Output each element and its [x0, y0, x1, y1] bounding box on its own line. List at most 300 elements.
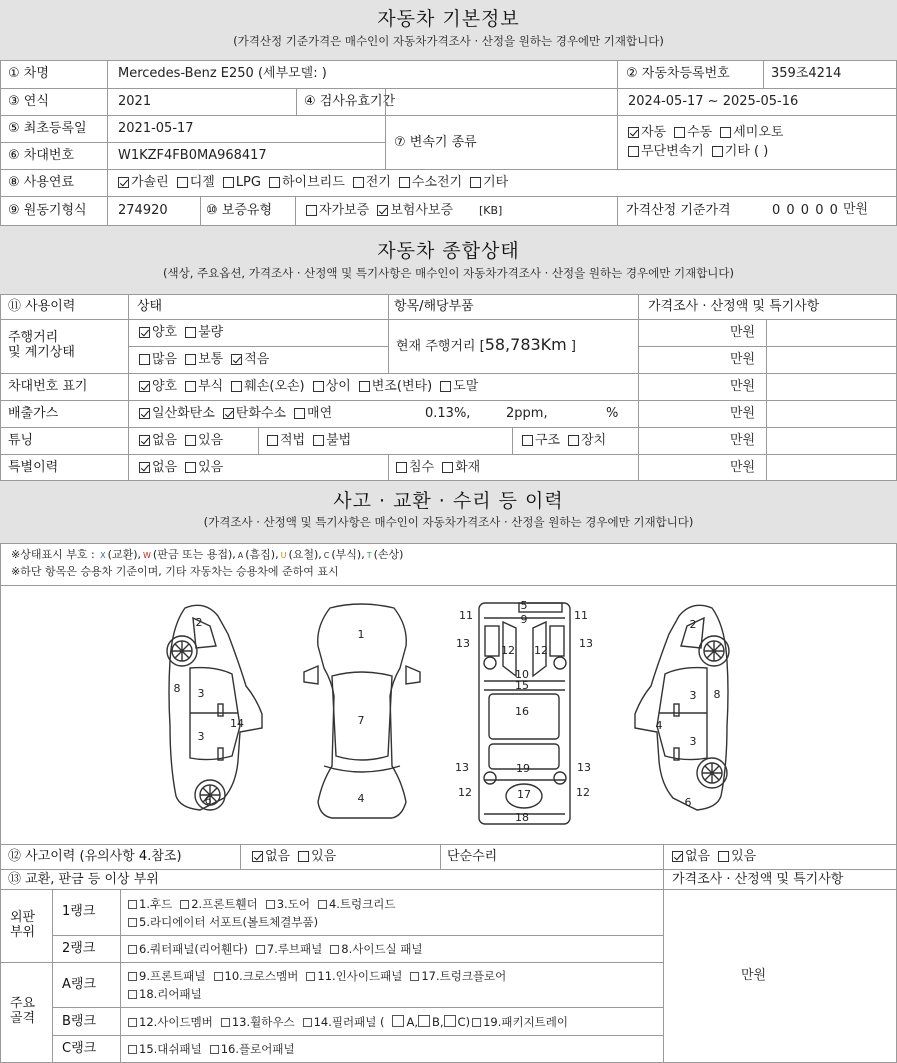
checkbox-option[interactable] [522, 433, 560, 449]
part-number-label: 13 [455, 761, 469, 774]
part-label: 3.도어 [276, 897, 310, 911]
checkbox-label: 하이브리드 [281, 175, 345, 190]
checkbox-checked[interactable] [377, 205, 388, 216]
checkbox-label: 가솔린 [131, 175, 169, 190]
mileage-value: 58,783Km [484, 335, 567, 354]
car-name-label: ① 차명 [8, 66, 49, 81]
first-reg-label: ⑤ 최초등록일 [8, 121, 87, 136]
mileage-text: 현재 주행거리 [ [396, 339, 485, 354]
checkbox-unchecked[interactable] [720, 127, 731, 138]
part-checkbox[interactable] [210, 1045, 219, 1054]
mileage-options-1 [139, 325, 231, 341]
checkbox-label: 자동 [641, 125, 667, 140]
part-item[interactable] [266, 896, 310, 912]
warranty-label: ⑩ 보증유형 [206, 203, 273, 218]
checkbox-checked[interactable] [223, 408, 234, 419]
part-number-label: 13 [456, 637, 470, 650]
checkbox-checked[interactable] [139, 462, 150, 473]
checkbox-label: 없음 [152, 460, 178, 475]
mileage-close: ] [570, 339, 576, 354]
checkbox-label: 많음 [152, 352, 178, 367]
checkbox-option[interactable] [377, 203, 453, 219]
legend-text: (흠집), [245, 548, 279, 561]
rank1-items [128, 896, 403, 912]
checkbox-label: 변조(변타) [371, 379, 433, 394]
checkbox-option[interactable] [442, 460, 480, 476]
checkbox-checked[interactable] [252, 851, 263, 862]
checkbox-option[interactable] [470, 175, 508, 191]
checkbox-label: 있음 [198, 460, 224, 475]
checkbox-option[interactable] [269, 175, 345, 191]
pillar-label: A, [406, 1015, 418, 1029]
status-title: 자동차 종합상태 [377, 240, 520, 262]
legend-symbol: C [323, 551, 330, 560]
part-checkbox[interactable] [128, 990, 137, 999]
part-item[interactable] [472, 1014, 568, 1030]
checkbox-unchecked[interactable] [470, 177, 481, 188]
car-diagram [0, 586, 897, 844]
checkbox-label: 도말 [453, 379, 479, 394]
part-item[interactable] [128, 914, 318, 930]
checkbox-unchecked[interactable] [185, 435, 196, 446]
part-label: 19.패키지트레이 [483, 1015, 569, 1029]
part-checkbox[interactable] [330, 945, 339, 954]
checkbox-option[interactable] [720, 125, 783, 141]
basic-title: 자동차 기본정보 [377, 8, 520, 30]
checkbox-option[interactable] [177, 175, 215, 191]
checkbox-option[interactable] [628, 144, 704, 160]
rank1-label: 1랭크 [62, 904, 96, 919]
checkbox-option[interactable] [231, 352, 269, 368]
checkbox-option[interactable] [139, 460, 177, 476]
checkbox-unchecked[interactable] [185, 327, 196, 338]
price-value: 0 0 0 0 0 [772, 203, 839, 218]
part-number-label: 12 [534, 644, 548, 657]
mileage-reading [396, 337, 576, 355]
part-number-label: 12 [576, 786, 590, 799]
checkbox-option[interactable] [294, 406, 332, 422]
pillar-checkbox[interactable] [444, 1015, 456, 1027]
part-number-label: 5 [520, 599, 528, 612]
history-label: ⑫ 사고이력 (유의사항 4.참조) [8, 849, 182, 864]
part-label: 1.후드 [139, 897, 173, 911]
checkbox-label: 훼손(오손) [244, 379, 305, 394]
emission-pct: % [606, 406, 619, 421]
checkbox-checked[interactable] [139, 408, 150, 419]
checkbox-option[interactable] [223, 406, 286, 422]
checkbox-checked[interactable] [139, 381, 150, 392]
rank1-items-2 [128, 914, 326, 930]
rankB-pillar [392, 1015, 465, 1029]
part-number-label: 11 [459, 609, 473, 622]
checkbox-unchecked[interactable] [442, 462, 453, 473]
checkbox-unchecked[interactable] [522, 435, 533, 446]
history-options [252, 849, 344, 865]
emission-hc: 2ppm, [506, 406, 548, 421]
part-item[interactable] [256, 941, 322, 957]
checkbox-label: 구조 [535, 433, 561, 448]
legend-text: (부식), [331, 548, 365, 561]
part-item[interactable] [128, 896, 172, 912]
part-label: 16.플로어패널 [220, 1042, 295, 1056]
exchange-label: ⑬ 교환, 판금 등 이상 부위 [8, 872, 159, 887]
part-label: 17.트렁크플로어 [421, 969, 507, 983]
mileage-unit-1: 만원 [730, 325, 756, 340]
mileage-unit-2: 만원 [730, 352, 756, 367]
part-checkbox[interactable] [472, 1018, 481, 1027]
accident-subtitle: (가격조사 · 산정액 및 특기사항은 매수인이 자동차가격조사 · 산정을 원하는 경우에만 기재합니다) [203, 515, 694, 529]
checkbox-unchecked[interactable] [185, 381, 196, 392]
part-item[interactable] [330, 941, 422, 957]
rankB-items-1 [128, 1015, 392, 1029]
checkbox-checked[interactable] [628, 127, 639, 138]
checkbox-label: 적음 [244, 352, 270, 367]
checkbox-unchecked[interactable] [177, 177, 188, 188]
col-item: 항목/해당부품 [394, 299, 474, 314]
checkbox-option[interactable] [396, 460, 434, 476]
part-number-label: 13 [579, 637, 593, 650]
part-checkbox[interactable] [128, 1018, 137, 1027]
checkbox-option[interactable] [440, 379, 478, 395]
checkbox-unchecked[interactable] [396, 462, 407, 473]
rankB-items-2 [470, 1015, 576, 1029]
legend-prefix: ※상태표시 부호 : [11, 548, 95, 561]
checkbox-label: 침수 [409, 460, 435, 475]
part-label: 4.트렁크리드 [328, 897, 396, 911]
part-number-label: 9 [520, 613, 528, 626]
legend-text: (손상) [373, 548, 404, 561]
inspection-value: 2024-05-17 ~ 2025-05-16 [628, 94, 799, 109]
checkbox-checked[interactable] [139, 327, 150, 338]
part-number-label: 2 [195, 616, 203, 629]
part-number-label: 3 [689, 689, 697, 702]
rankB-close: ) [465, 1015, 471, 1029]
col-price: 가격조사 · 산정액 및 특기사항 [648, 299, 820, 314]
checkbox-option[interactable] [185, 460, 223, 476]
part-number-label: 18 [515, 811, 529, 824]
checkbox-unchecked[interactable] [440, 381, 451, 392]
checkbox-option[interactable] [139, 433, 177, 449]
emission-unit: 만원 [730, 406, 756, 421]
part-item[interactable] [128, 941, 248, 957]
checkbox-label: 전기 [365, 175, 391, 190]
checkbox-unchecked[interactable] [185, 462, 196, 473]
part-item[interactable] [128, 986, 202, 1002]
checkbox-label: 양호 [152, 379, 178, 394]
part-number-label: 19 [516, 762, 530, 775]
part-label: 7.루브패널 [266, 942, 323, 956]
part-label: 15.대쉬패널 [139, 1042, 202, 1056]
part-number-label: 7 [357, 714, 365, 727]
part-checkbox[interactable] [128, 1045, 137, 1054]
checkbox-unchecked[interactable] [294, 408, 305, 419]
checkbox-option[interactable] [568, 433, 606, 449]
status-subtitle: (색상, 주요옵션, 가격조사 · 산정액 및 특기사항은 매수인이 자동차가격조사 · 산정을 원하는 경우에만 기재합니다) [162, 266, 735, 280]
checkbox-label: 디젤 [189, 175, 215, 190]
part-checkbox[interactable] [128, 972, 137, 981]
outer-label: 외판 부위 [10, 910, 36, 940]
part-label: 2.프론트휀더 [191, 897, 258, 911]
checkbox-unchecked[interactable] [269, 177, 280, 188]
mileage-options-2 [139, 352, 277, 368]
checkbox-unchecked[interactable] [223, 177, 234, 188]
checkbox-option[interactable] [674, 125, 712, 141]
checkbox-unchecked[interactable] [231, 381, 242, 392]
checkbox-option[interactable] [185, 352, 223, 368]
part-number-label: 4 [357, 792, 365, 805]
reg-no-label: ② 자동차등록번호 [626, 66, 730, 81]
part-checkbox[interactable] [306, 972, 315, 981]
part-checkbox[interactable] [128, 945, 137, 954]
fuel-options [118, 175, 516, 191]
checkbox-option[interactable] [399, 175, 462, 191]
vin-mark-label: 차대번호 표기 [8, 379, 88, 394]
tuning-unit: 만원 [730, 433, 756, 448]
rankB-items [128, 1014, 576, 1030]
checkbox-option[interactable] [306, 203, 369, 219]
legend-text: (요철), [288, 548, 322, 561]
checkbox-option[interactable] [231, 379, 304, 395]
emission-co: 0.13%, [425, 406, 471, 421]
part-checkbox[interactable] [318, 900, 327, 909]
part-number-label: 13 [577, 761, 591, 774]
checkbox-checked[interactable] [118, 177, 129, 188]
tuning-options-3 [522, 433, 614, 449]
part-item[interactable] [318, 896, 396, 912]
checkbox-label: 부식 [198, 379, 224, 394]
checkbox-label: 양호 [152, 325, 178, 340]
part-label: 11.인사이드패널 [317, 969, 403, 983]
vin-mark-unit: 만원 [730, 379, 756, 394]
checkbox-label: 없음 [685, 849, 711, 864]
part-checkbox[interactable] [214, 972, 223, 981]
status-legend [11, 547, 403, 564]
checkbox-unchecked[interactable] [712, 146, 723, 157]
checkbox-checked[interactable] [139, 435, 150, 446]
checkbox-unchecked[interactable] [185, 354, 196, 365]
checkbox-option[interactable] [252, 849, 290, 865]
checkbox-unchecked[interactable] [139, 354, 150, 365]
part-item[interactable] [214, 968, 299, 984]
part-number-label: 3 [689, 735, 697, 748]
tuning-options [139, 433, 231, 449]
checkbox-option[interactable] [139, 379, 177, 395]
special-label: 특별이력 [8, 460, 59, 475]
rank2-label: 2랭크 [62, 941, 96, 956]
legend-symbol: X [100, 551, 106, 560]
checkbox-unchecked[interactable] [353, 177, 364, 188]
checkbox-unchecked[interactable] [298, 851, 309, 862]
checkbox-unchecked[interactable] [313, 435, 324, 446]
pillar-checkbox[interactable] [418, 1015, 430, 1027]
checkbox-option[interactable] [628, 125, 666, 141]
checkbox-option[interactable] [139, 352, 177, 368]
special-options-2 [396, 460, 488, 476]
mileage-label: 주행거리 및 계기상태 [8, 330, 75, 360]
part-number-label: 4 [655, 719, 663, 732]
part-label: 9.프론트패널 [139, 969, 206, 983]
checkbox-label: 기타 [483, 175, 509, 190]
checkbox-label: 매연 [307, 406, 333, 421]
reg-no-value: 359조4214 [771, 66, 842, 81]
checkbox-label: 상이 [325, 379, 351, 394]
part-number-label: 14 [230, 717, 244, 730]
part-number-label: 12 [458, 786, 472, 799]
vin-value: W1KZF4FB0MA968417 [118, 148, 267, 163]
emission-label: 배출가스 [8, 406, 59, 421]
part-item[interactable] [128, 1014, 213, 1030]
checkbox-unchecked[interactable] [399, 177, 410, 188]
checkbox-unchecked[interactable] [568, 435, 579, 446]
checkbox-checked[interactable] [231, 354, 242, 365]
checkbox-label: 없음 [265, 849, 291, 864]
checkbox-unchecked[interactable] [313, 381, 324, 392]
main-label: 주요 골격 [10, 996, 36, 1026]
checkbox-unchecked[interactable] [306, 205, 317, 216]
transmission-label: ⑦ 변속기 종류 [394, 135, 477, 150]
pillar-checkbox[interactable] [392, 1015, 404, 1027]
checkbox-label: 탄화수소 [235, 406, 287, 421]
pillar-label: C [457, 1015, 466, 1029]
checkbox-unchecked[interactable] [628, 146, 639, 157]
part-number-label: 16 [515, 705, 529, 718]
checkbox-label: 무단변속기 [641, 144, 704, 159]
left-side-view [167, 605, 262, 810]
checkbox-label: 보통 [198, 352, 224, 367]
part-number-label: 11 [574, 609, 588, 622]
checkbox-unchecked[interactable] [674, 127, 685, 138]
legend-text: (교환), [107, 548, 141, 561]
part-checkbox[interactable] [256, 945, 265, 954]
part-checkbox[interactable] [221, 1018, 230, 1027]
part-label: 12.사이드멤버 [139, 1015, 213, 1029]
part-number-label: 2 [689, 618, 697, 631]
rankA-items-2 [128, 986, 210, 1002]
checkbox-label: 수동 [687, 125, 713, 140]
price-label: 가격산정 기준가격 [626, 203, 731, 218]
legend-symbol: T [366, 551, 372, 560]
checkbox-option[interactable] [139, 325, 177, 341]
part-item[interactable] [221, 1014, 295, 1030]
checkbox-label: 기타 ( ) [724, 144, 769, 159]
checkbox-option[interactable] [672, 849, 710, 865]
checkbox-option[interactable] [718, 849, 756, 865]
checkbox-checked[interactable] [672, 851, 683, 862]
exchange-unit: 만원 [741, 968, 767, 983]
part-label: 8.사이드실 패널 [341, 942, 423, 956]
part-number-label: 10 [515, 668, 529, 681]
col-state: 상태 [137, 299, 163, 314]
price-unit: 만원 [843, 202, 869, 217]
checkbox-label: 불량 [198, 325, 224, 340]
legend-note: ※하단 항목은 승용차 기준이며, 기타 자동차는 승용차에 준하여 표시 [11, 565, 339, 578]
checkbox-option[interactable] [185, 325, 223, 341]
part-number-label: 3 [197, 687, 205, 700]
transmission-options-2 [628, 144, 776, 160]
checkbox-label: LPG [235, 175, 261, 190]
checkbox-label: 보험사보증 [390, 203, 454, 218]
tuning-options-2 [267, 433, 359, 449]
pillar-label: B, [431, 1015, 444, 1029]
legend-symbol: U [280, 551, 287, 560]
part-number-label: 6 [684, 796, 692, 809]
checkbox-option[interactable] [353, 175, 391, 191]
legend-symbol: A [237, 551, 244, 560]
special-unit: 만원 [730, 460, 756, 475]
part-item[interactable] [128, 968, 206, 984]
warranty-options [306, 203, 461, 219]
part-checkbox[interactable] [410, 972, 419, 981]
checkbox-label: 수소전기 [411, 175, 463, 190]
part-number-label: 8 [713, 688, 721, 701]
checkbox-label: 일산화탄소 [152, 406, 215, 421]
exchange-price-label: 가격조사 · 산정액 및 특기사항 [672, 872, 844, 887]
part-checkbox[interactable] [128, 900, 137, 909]
year-label: ③ 연식 [8, 94, 49, 109]
basic-subtitle: (가격산정 기준가격은 매수인이 자동차가격조사 · 산정을 원하는 경우에만 기재합니다) [233, 34, 664, 48]
part-item[interactable] [180, 896, 258, 912]
part-number-label: 6 [204, 794, 212, 807]
checkbox-unchecked[interactable] [267, 435, 278, 446]
checkbox-option[interactable] [223, 175, 261, 191]
checkbox-label: 있음 [731, 849, 757, 864]
checkbox-option[interactable] [313, 433, 351, 449]
checkbox-option[interactable] [298, 849, 336, 865]
checkbox-option[interactable] [313, 379, 351, 395]
part-number-label: 12 [501, 644, 515, 657]
checkbox-option[interactable] [712, 144, 769, 160]
legend-items [98, 548, 403, 561]
checkbox-unchecked[interactable] [359, 381, 370, 392]
part-item[interactable] [306, 968, 402, 984]
part-label: 14.필러패널 ( [313, 1015, 385, 1029]
right-side-view [635, 605, 729, 810]
part-checkbox[interactable] [303, 1018, 312, 1027]
part-checkbox[interactable] [180, 900, 189, 909]
part-checkbox[interactable] [266, 900, 275, 909]
part-label: 5.라디에이터 서포트(볼트체결부품) [139, 915, 319, 929]
engine-label: ⑨ 원동기형식 [8, 203, 87, 218]
emission-options [139, 406, 340, 422]
warranty-note: [KB] [479, 204, 503, 217]
part-item[interactable] [128, 1041, 202, 1057]
rankB-label: B랭크 [62, 1014, 97, 1029]
checkbox-option[interactable] [359, 379, 432, 395]
simple-repair-options [672, 849, 764, 865]
part-number-label: 1 [357, 628, 365, 641]
legend-text: (판금 또는 용접), [152, 548, 236, 561]
car-name-value: Mercedes-Benz E250 (세부모델: ) [118, 66, 327, 81]
checkbox-label: 있음 [198, 433, 224, 448]
rankC-items [128, 1041, 303, 1057]
part-item[interactable] [303, 1014, 385, 1030]
checkbox-label: 화재 [455, 460, 481, 475]
checkbox-option[interactable] [139, 406, 215, 422]
checkbox-option[interactable] [267, 433, 305, 449]
engine-value: 274920 [118, 203, 168, 218]
checkbox-option[interactable] [118, 175, 169, 191]
checkbox-option[interactable] [185, 379, 223, 395]
checkbox-unchecked[interactable] [718, 851, 729, 862]
checkbox-label: 없음 [152, 433, 178, 448]
simple-repair-label: 단순수리 [447, 849, 498, 864]
checkbox-option[interactable] [185, 433, 223, 449]
part-checkbox[interactable] [128, 918, 137, 927]
vin-label: ⑥ 차대번호 [8, 148, 75, 163]
rankC-label: C랭크 [62, 1041, 97, 1056]
part-item[interactable] [410, 968, 506, 984]
part-item[interactable] [210, 1041, 295, 1057]
